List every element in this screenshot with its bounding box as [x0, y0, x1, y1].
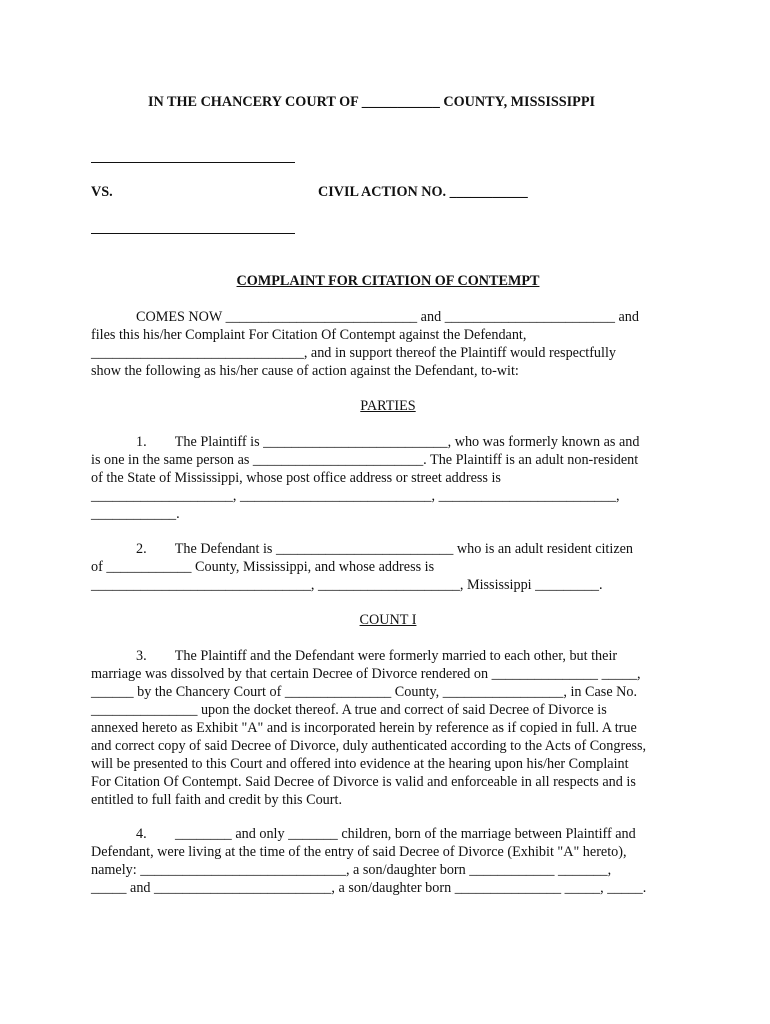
paragraph-line: is one in the same person as ________________________. The Plaintiff is an adult non-resident: [91, 452, 639, 468]
parties-heading: PARTIES: [360, 398, 416, 414]
civil-action-number: CIVIL ACTION NO. ___________: [318, 184, 528, 200]
paragraph-line: entitled to full faith and credit by this Court.: [91, 792, 342, 808]
paragraph-line: 1. The Plaintiff is __________________________, who was formerly known as and: [136, 434, 640, 450]
intro-line: COMES NOW ___________________________ and ________________________ and: [136, 309, 639, 325]
paragraph-line: marriage was dissolved by that certain Decree of Divorce rendered on _______________ _____,: [91, 666, 641, 682]
paragraph-line: ____________________, ___________________________, _________________________,: [91, 488, 620, 504]
versus-label: VS.: [91, 184, 113, 200]
court-title: IN THE CHANCERY COURT OF ___________ COUNTY, MISSISSIPPI: [148, 94, 596, 110]
paragraph-line: 3. The Plaintiff and the Defendant were formerly married to each other, but their: [136, 648, 618, 664]
paragraph-line: 4. ________ and only _______ children, born of the marriage between Plaintiff and: [136, 826, 636, 842]
paragraph-line: namely: _____________________________, a son/daughter born ____________ _______,: [91, 862, 612, 878]
defendant-name-line: [91, 233, 295, 234]
paragraph-line: annexed hereto as Exhibit "A" and is incorporated herein by reference as if copied in full. A true: [91, 720, 637, 736]
paragraph-line: of ____________ County, Mississippi, and whose address is: [91, 559, 435, 575]
paragraph-line: _______________ upon the docket thereof. A true and correct of said Decree of Divorce is: [91, 702, 607, 718]
paragraph-line: ______ by the Chancery Court of _______________ County, _________________, in Case No.: [91, 684, 638, 700]
count-heading: COUNT I: [359, 612, 417, 628]
paragraph-line: For Citation Of Contempt. Said Decree of Divorce is valid and enforceable in all respects and is: [91, 774, 636, 790]
paragraph-1: [91, 433, 691, 523]
intro-paragraph: [91, 308, 691, 380]
paragraph-line: will be presented to this Court and offered into evidence at the hearing upon his/her Complaint: [91, 756, 629, 772]
plaintiff-name-line: [91, 162, 295, 163]
paragraph-line: of the State of Mississippi, whose post office address or street address is: [91, 470, 501, 486]
paragraph-line: _____ and _________________________, a son/daughter born _______________ _____, _____.: [91, 880, 647, 896]
intro-line: ______________________________, and in support thereof the Plaintiff would respectfully: [91, 345, 616, 361]
paragraph-line: Defendant, were living at the time of the entry of said Decree of Divorce (Exhibit "A" hereto),: [91, 844, 627, 860]
paragraph-2: [91, 540, 691, 594]
paragraph-line: ____________.: [91, 506, 180, 522]
paragraph-line: _______________________________, ____________________, Mississippi _________.: [91, 577, 603, 593]
paragraph-line: 2. The Defendant is _________________________ who is an adult resident citizen: [136, 541, 634, 557]
intro-line: show the following as his/her cause of action against the Defendant, to-wit:: [91, 363, 519, 379]
intro-line: files this his/her Complaint For Citation Of Contempt against the Defendant,: [91, 327, 527, 343]
paragraph-line: and correct copy of said Decree of Divorce, duly authenticated according to the Acts of Congress,: [91, 738, 647, 754]
paragraph-3: [91, 647, 691, 809]
paragraph-4: [91, 825, 691, 897]
complaint-title: COMPLAINT FOR CITATION OF CONTEMPT: [236, 273, 540, 289]
